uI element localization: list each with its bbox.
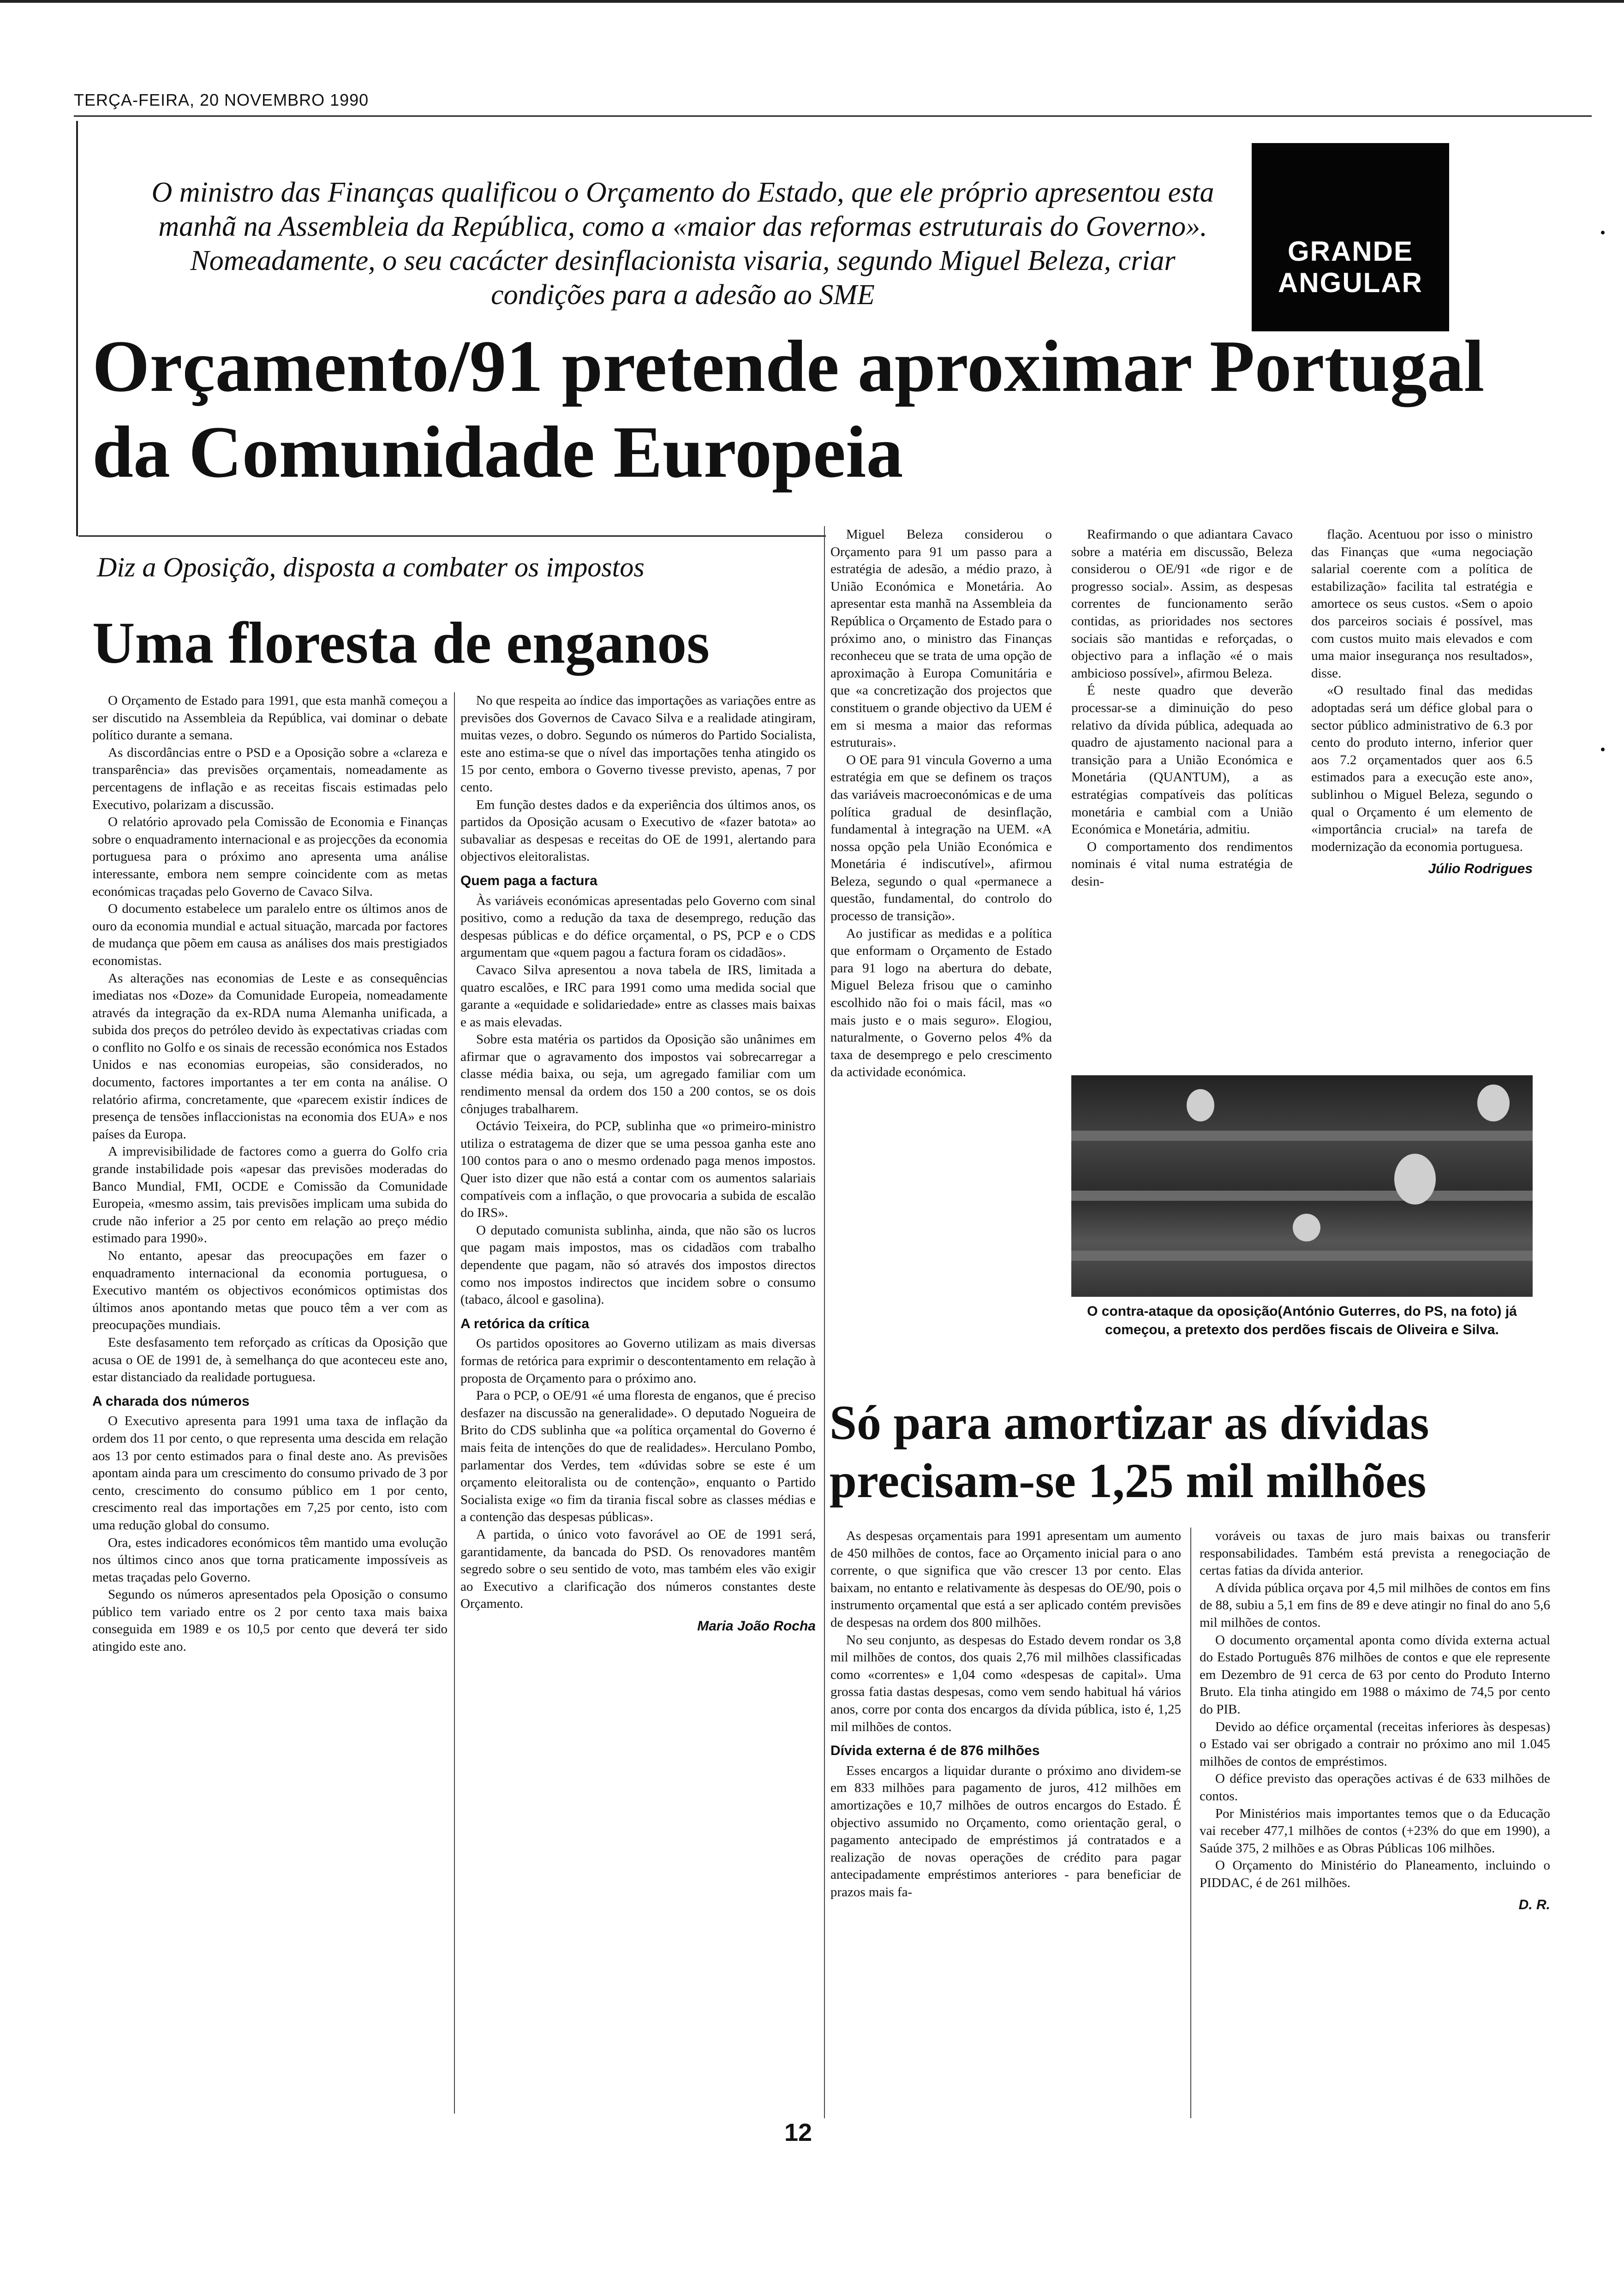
main-article-column-3	[1311, 526, 1533, 878]
paragraph: Para o PCP, o OE/91 «é uma floresta de enganos, que é preciso desfazer na discussão na generalidade». O deputado Nogueira de Brito do CDS sublinha que «a política orçamental do Governo é mais feita de intenções do que de realidades». Herculano Pombo, parlamentar dos Verdes, tem «dúvidas sobre se este é um orçamento eleitoralista ou de contenção», enquanto o Partido Socialista exige «o fim da tirania fiscal sobre as classes médias e a contenção das despesas públicas».	[460, 1388, 816, 1525]
paragraph: Reafirmando o que adiantara Cavaco sobre a matéria em discussão, Beleza considerou o OE/91 «de rigor e de progresso social». Assim, as despesas correntes de funcionamento serão contidas, as prioridades nos sectores sociais são mantidas e reforçadas, o objectivo para a inflação «é o mais ambicioso possível», afirmou Beleza.	[1071, 527, 1293, 681]
article1-column-2	[460, 692, 816, 1635]
paragraph: Este desfasamento tem reforçado as críticas da Oposição que acusa o OE de 1991 de, à semelhança do que aconteceu este ano, estar distanciado da realidade portuguesa.	[92, 1335, 448, 1385]
dateline-rule	[74, 115, 1592, 117]
paragraph: Esses encargos a liquidar durante o próximo ano dividem-se em 833 milhões para pagamento de juros, 412 milhões em amortizações e 10,7 milhões de outros encargos do Estado. É objectivo assumido no Orçamento, como orientação geral, o pagamento antecipado de empréstimos já contratados e a realização de novas operações de crédito para pagar antecipadamente empréstimos anteriores - para beneficiar de prazos mais fa-	[830, 1763, 1181, 1900]
scan-mark	[1601, 231, 1605, 234]
news-photo	[1071, 1075, 1533, 1297]
paragraph: O Orçamento do Ministério do Planeamento, incluindo o PIDDAC, é de 261 milhões.	[1200, 1858, 1550, 1890]
dateline: TERÇA-FEIRA, 20 NOVEMBRO 1990	[74, 90, 369, 109]
main-article-column-2	[1071, 526, 1293, 890]
photo-bench-row	[1071, 1131, 1533, 1141]
paragraph: A imprevisibilidade de factores como a guerra do Golfo cria grande instabilidade pois «apesar das previsões moderadas do Banco Mundial, FMI, OCDE e Comissão da Comunidade Europeia, «mesmo assim, tais previsões implicam uma subida do crude não inferior a 25 por cento em relação ao preço médio estimado para 1990».	[92, 1144, 448, 1246]
photo-caption: O contra-ataque da oposição(António Guterres, do PS, na foto) já começou, a pretexto dos perdões fiscais de Oliveira e Silva.	[1087, 1304, 1517, 1337]
paragraph: No entanto, apesar das preocupações em fazer o enquadramento internacional da economia portuguesa, o Executivo mantém os objectivos económicos optimistas dos últimos anos apontando metas que pouco têm a ver com as preocupações mundiais.	[92, 1248, 448, 1333]
main-headline: Orçamento/91 pretende aproximar Portugal da Comunidade Europeia	[92, 325, 1485, 493]
paragraph: Segundo os números apresentados pela Oposição o consumo público tem variado entre os 2 por cento taxa mais baixa conseguida em 1989 e os 10,5 por cento que deverá ter sido atingido este ano.	[92, 1587, 448, 1654]
crosshead: A charada dos números	[92, 1393, 250, 1409]
paragraph: O comportamento dos rendimentos nominais é vital numa estratégia de desin-	[1071, 839, 1293, 889]
photo-bench-row	[1071, 1191, 1533, 1201]
scan-mark	[1601, 748, 1605, 751]
article1-column-1	[92, 692, 448, 1656]
paragraph: O Executivo apresenta para 1991 uma taxa de inflação da ordem dos 11 por cento, o que representa uma descida em relação aos 13 por cento estimados para o final deste ano. As previsões apontam ainda para um crescimento do consumo privado de 3 por cento, crescimento do consumo público em 1 por cento, crescimento real das importações em 7,25 por cento, isto com uma redução global do consumo.	[92, 1414, 448, 1533]
article3-column-2	[1200, 1528, 1550, 1914]
column-divider	[454, 692, 455, 2114]
crosshead: A retórica da crítica	[460, 1316, 590, 1331]
paragraph: Octávio Teixeira, do PCP, sublinha que «o primeiro-ministro utiliza o estratagema de dizer que se uma pessoa ganha este ano 100 contos para o ano o mesmo ordenado paga menos impostos. Quer isto dizer que não está a contar com os aumentos salariais compatíveis com a inflação, o que provocaria a subida de escalão do IRS».	[460, 1119, 816, 1221]
photo-figure	[1477, 1085, 1510, 1121]
paragraph: O documento estabelece um paralelo entre os últimos anos de ouro da economia mundial e actual situação, marcada por factores de mudança que põem em causa as análises dos mais prestigiados economistas.	[92, 901, 448, 968]
page-number: 12	[784, 2119, 812, 2146]
top-rule	[0, 0, 1624, 3]
article-title: Uma floresta de enganos	[92, 610, 710, 676]
section-badge-line1: GRANDE	[1287, 236, 1413, 267]
photo-figure	[1394, 1154, 1436, 1204]
paragraph: No que respeita ao índice das importações as variações entre as previsões dos Governos de Cavaco Silva e a realidade atingiram, muitas vezes, o dobro. Segundo os números do Partido Socialista, este ano estima-se que o nível das importações tenha atingido os 15 por cento, embora o Governo tivesse previsto, apenas, 7 por cento.	[460, 693, 816, 795]
paragraph: A dívida pública orçava por 4,5 mil milhões de contos em fins de 88, subiu a 5,1 em fins de 89 e deve atingir no final do ano 5,6 mil milhões de contos.	[1200, 1580, 1550, 1630]
frame-rule-left	[76, 121, 78, 536]
byline: Maria João Rocha	[697, 1618, 816, 1634]
paragraph: No seu conjunto, as despesas do Estado devem rondar os 3,8 mil milhões de contos, dos quais 2,76 mil milhões classificadas como «correntes» e 1,04 como «despesas de capital». Uma grossa fatia dastas despesas, como vem sendo habitual há vários anos, corre por conta dos encargos da dívida pública, isto é, 1,25 mil milhões de contos.	[830, 1632, 1181, 1734]
photo-figure	[1293, 1214, 1320, 1241]
paragraph: flação. Acentuou por isso o ministro das Finanças que «uma negociação salarial coerente com a política de estabilização» facilita tal estratégia e amortece os seus custos. «Sem o apoio dos parceiros sociais é possível, mas com custos muito mais elevados e com uma maior insegurança nos resultados», disse.	[1311, 527, 1533, 681]
article3-headline: Só para amortizar as dívidas precisam-se 1,25 mil milhões	[830, 1396, 1429, 1508]
photo-bench-row	[1071, 1251, 1533, 1261]
column-divider	[1190, 1528, 1191, 2118]
paragraph: As alterações nas economias de Leste e as consequências imediatas nos «Doze» da Comunidade Europeia, nomeadamente através da integração da ex-RDA numa Alemanha unificada, a subida dos preços do petróleo devido às expectativas criadas com o conflito no Golfo e os sinais de recessão económica nos Estados Unidos e nas economias europeias, são considerados, no documento, factores importantes a ter em conta na análise. O relatório afirma, concretamente, que «parecem existir índices de presença de tensões inflaccionistas na economia dos EUA» e nos países da Europa.	[92, 971, 448, 1142]
article-deck: Diz a Oposição, disposta a combater os impostos	[97, 552, 645, 582]
paragraph: Miguel Beleza considerou o Orçamento para 91 um passo para a estratégia de adesão, a médio prazo, à União Económica e Monetária. Ao apresentar esta manhã na Assembleia da República o Orçamento de Estado para o próximo ano, o ministro das Finanças reconheceu que se trata de uma opção de aproximação à Europa Comunitária e que «a concretização dos projectos que constituem o grande objectivo da UEM é em si mesma a maior das reformas estruturais».	[830, 527, 1052, 750]
paragraph: O défice previsto das operações activas é de 633 milhões de contos.	[1200, 1771, 1550, 1804]
paragraph: Às variáveis económicas apresentadas pelo Governo com sinal positivo, como a redução da taxa de desemprego, redução das despesas públicas e do défice orçamental, o PS, PCP e o CDS argumentam que «quem pagou a factura foram os cidadãos».	[460, 893, 816, 960]
paragraph: Devido ao défice orçamental (receitas inferiores às despesas) o Estado vai ser obrigado a contrair no próximo ano mil 1.045 milhões de contos de empréstimos.	[1200, 1719, 1550, 1769]
paragraph: O OE para 91 vincula Governo a uma estratégia em que se definem os traços das variáveis macroeconómicas e de uma política gradual de desinflação, fundamental à integração na UEM. «A nossa opção pela União Económica e Monetária é indiscutível», afirmou Beleza, segundo o qual «permanece a questão, fundamental, do controlo do processo de transição».	[830, 752, 1052, 924]
paragraph: A partida, o único voto favorável ao OE de 1991 será, garantidamente, da bancada do PSD. Os renovadores mantêm segredo sobre o seu sentido de voto, mas também eles vão exigir ao Executivo a clarificação dos números constantes deste Orçamento.	[460, 1527, 816, 1612]
paragraph: As discordâncias entre o PSD e a Oposição sobre a «clareza e transparência» das previsões orçamentais, nomeadamente as percentagens de inflação e as receitas fiscais estimadas pelo Executivo, polarizam a discussão.	[92, 745, 448, 812]
section-badge-line2: ANGULAR	[1278, 267, 1423, 298]
crosshead: Dívida externa é de 876 milhões	[830, 1743, 1040, 1759]
main-article-column-1	[830, 526, 1052, 1081]
paragraph: Sobre esta matéria os partidos da Oposição são unânimes em afirmar que o agravamento dos impostos vai sobrecarregar a classe média baixa, ou seja, um agregado familiar com um rendimento mensal da ordem dos 150 a 200 contos, se os dois cônjuges trabalharem.	[460, 1032, 816, 1116]
column-divider	[824, 526, 825, 2118]
paragraph: As despesas orçamentais para 1991 apresentam um aumento de 450 milhões de contos, face ao Orçamento inicial para o ano corrente, o que significa que vão crescer 13 por cento. Elas baixam, no entanto e relativamente às despesas do OE/90, pois o instrumento orçamental que está a ser aplicado contém previsões de despesas na ordem dos 800 milhões.	[830, 1528, 1181, 1630]
paragraph: O documento orçamental aponta como dívida externa actual do Estado Português 876 milhões de contos e que ele represente em Dezembro de 91 cerca de 63 por cento do Produto Interno Bruto. Ela tinha atingido em 1988 o máximo de 74,5 por cento do PIB.	[1200, 1632, 1550, 1717]
paragraph: «O resultado final das medidas adoptadas será um défice global para o sector público administrativo de 6.3 por cento do produto interno, inferior quer aos 7.2 orçamentados quer aos 6.5 estimados para a execução este ano», sublinhou o Miguel Beleza, segundo o qual o Orçamento é um elemento de «importância crucial» na tarefa de modernização da economia portuguesa.	[1311, 683, 1533, 854]
article3-column-1	[830, 1528, 1181, 1901]
paragraph: Ora, estes indicadores económicos têm mantido uma evolução nos últimos cinco anos que torna praticamente impossíveis as metas traçadas pelo Governo.	[92, 1535, 448, 1585]
paragraph: Por Ministérios mais importantes temos que o da Educação vai receber 477,1 milhões de contos (+23% do que em 1990), a Saúde 375, 2 milhões e as Obras Públicas 106 milhões.	[1200, 1806, 1550, 1856]
byline: Júlio Rodrigues	[1428, 861, 1533, 877]
section-badge	[1252, 143, 1449, 331]
kicker-intro: O ministro das Finanças qualificou o Orçamento do Estado, que ele próprio apresentou esta manhã na Assembleia da República, como a «maior das reformas estruturais do Governo». Nomeadamente, o seu cacácter desinflacionista visaria, segundo Miguel Beleza, criar condições para a adesão ao SME	[151, 177, 1214, 311]
paragraph: É neste quadro que deverão processar-se a diminuição do peso relativo da dívida pública, adequada ao quadro de ajustamento nacional para a transição para a União Económica e Monetária (QUANTUM), a as estratégias compatíveis das políticas monetária e cambial com a União Económica e Monetária, admitiu.	[1071, 683, 1293, 837]
paragraph: Ao justificar as medidas e a política que enformam o Orçamento de Estado para 91 logo na abertura do debate, Miguel Beleza frisou que o caminho escolhido não foi o mais fácil, mas «o mais justo e o mais seguro». Elogiou, naturalmente, o Governo pelos 4% da taxa de desemprego e pelo crescimento da actividade económica.	[830, 926, 1052, 1080]
paragraph: O Orçamento de Estado para 1991, que esta manhã começou a ser discutido na Assembleia da República, vai dominar o debate político durante a semana.	[92, 693, 448, 743]
photo-figure	[1187, 1089, 1214, 1121]
paragraph: O relatório aprovado pela Comissão de Economia e Finanças sobre o enquadramento internacional e as projecções da economia portuguesa para o próximo ano apresenta uma análise interessante, embora nem sempre coincidente com as metas económicas traçadas pelo Governo de Cavaco Silva.	[92, 815, 448, 899]
paragraph: O deputado comunista sublinha, ainda, que não são os lucros que pagam mais impostos, mas os cidadãos com trabalho dependente que pagam, não só através dos impostos directos como nos impostos indirectos que incidem sobre o consumo (tabaco, álcool e gasolina).	[460, 1222, 816, 1307]
paragraph: Em função destes dados e da experiência dos últimos anos, os partidos da Oposição acusam o Executivo de «fazer batota» ao subavaliar as despesas e receitas do OE de 1991, alertando para objectivos eleitoralistas.	[460, 797, 816, 864]
paragraph: voráveis ou taxas de juro mais baixas ou transferir responsabilidades. Também está prevista a renegociação de certas fatias da dívida anterior.	[1200, 1528, 1550, 1578]
paragraph: Os partidos opositores ao Governo utilizam as mais diversas formas de retórica para exprimir o descontentamento em relação à proposta de Orçamento para o próximo ano.	[460, 1336, 816, 1386]
crosshead: Quem paga a factura	[460, 873, 597, 888]
byline: D. R.	[1518, 1897, 1550, 1913]
paragraph: Cavaco Silva apresentou a nova tabela de IRS, limitada a quatro escalões, e IRC para 1991 como uma medida social que garante a «equidade e solidariedade» entre as classes mais baixas e as mais elevadas.	[460, 962, 816, 1030]
